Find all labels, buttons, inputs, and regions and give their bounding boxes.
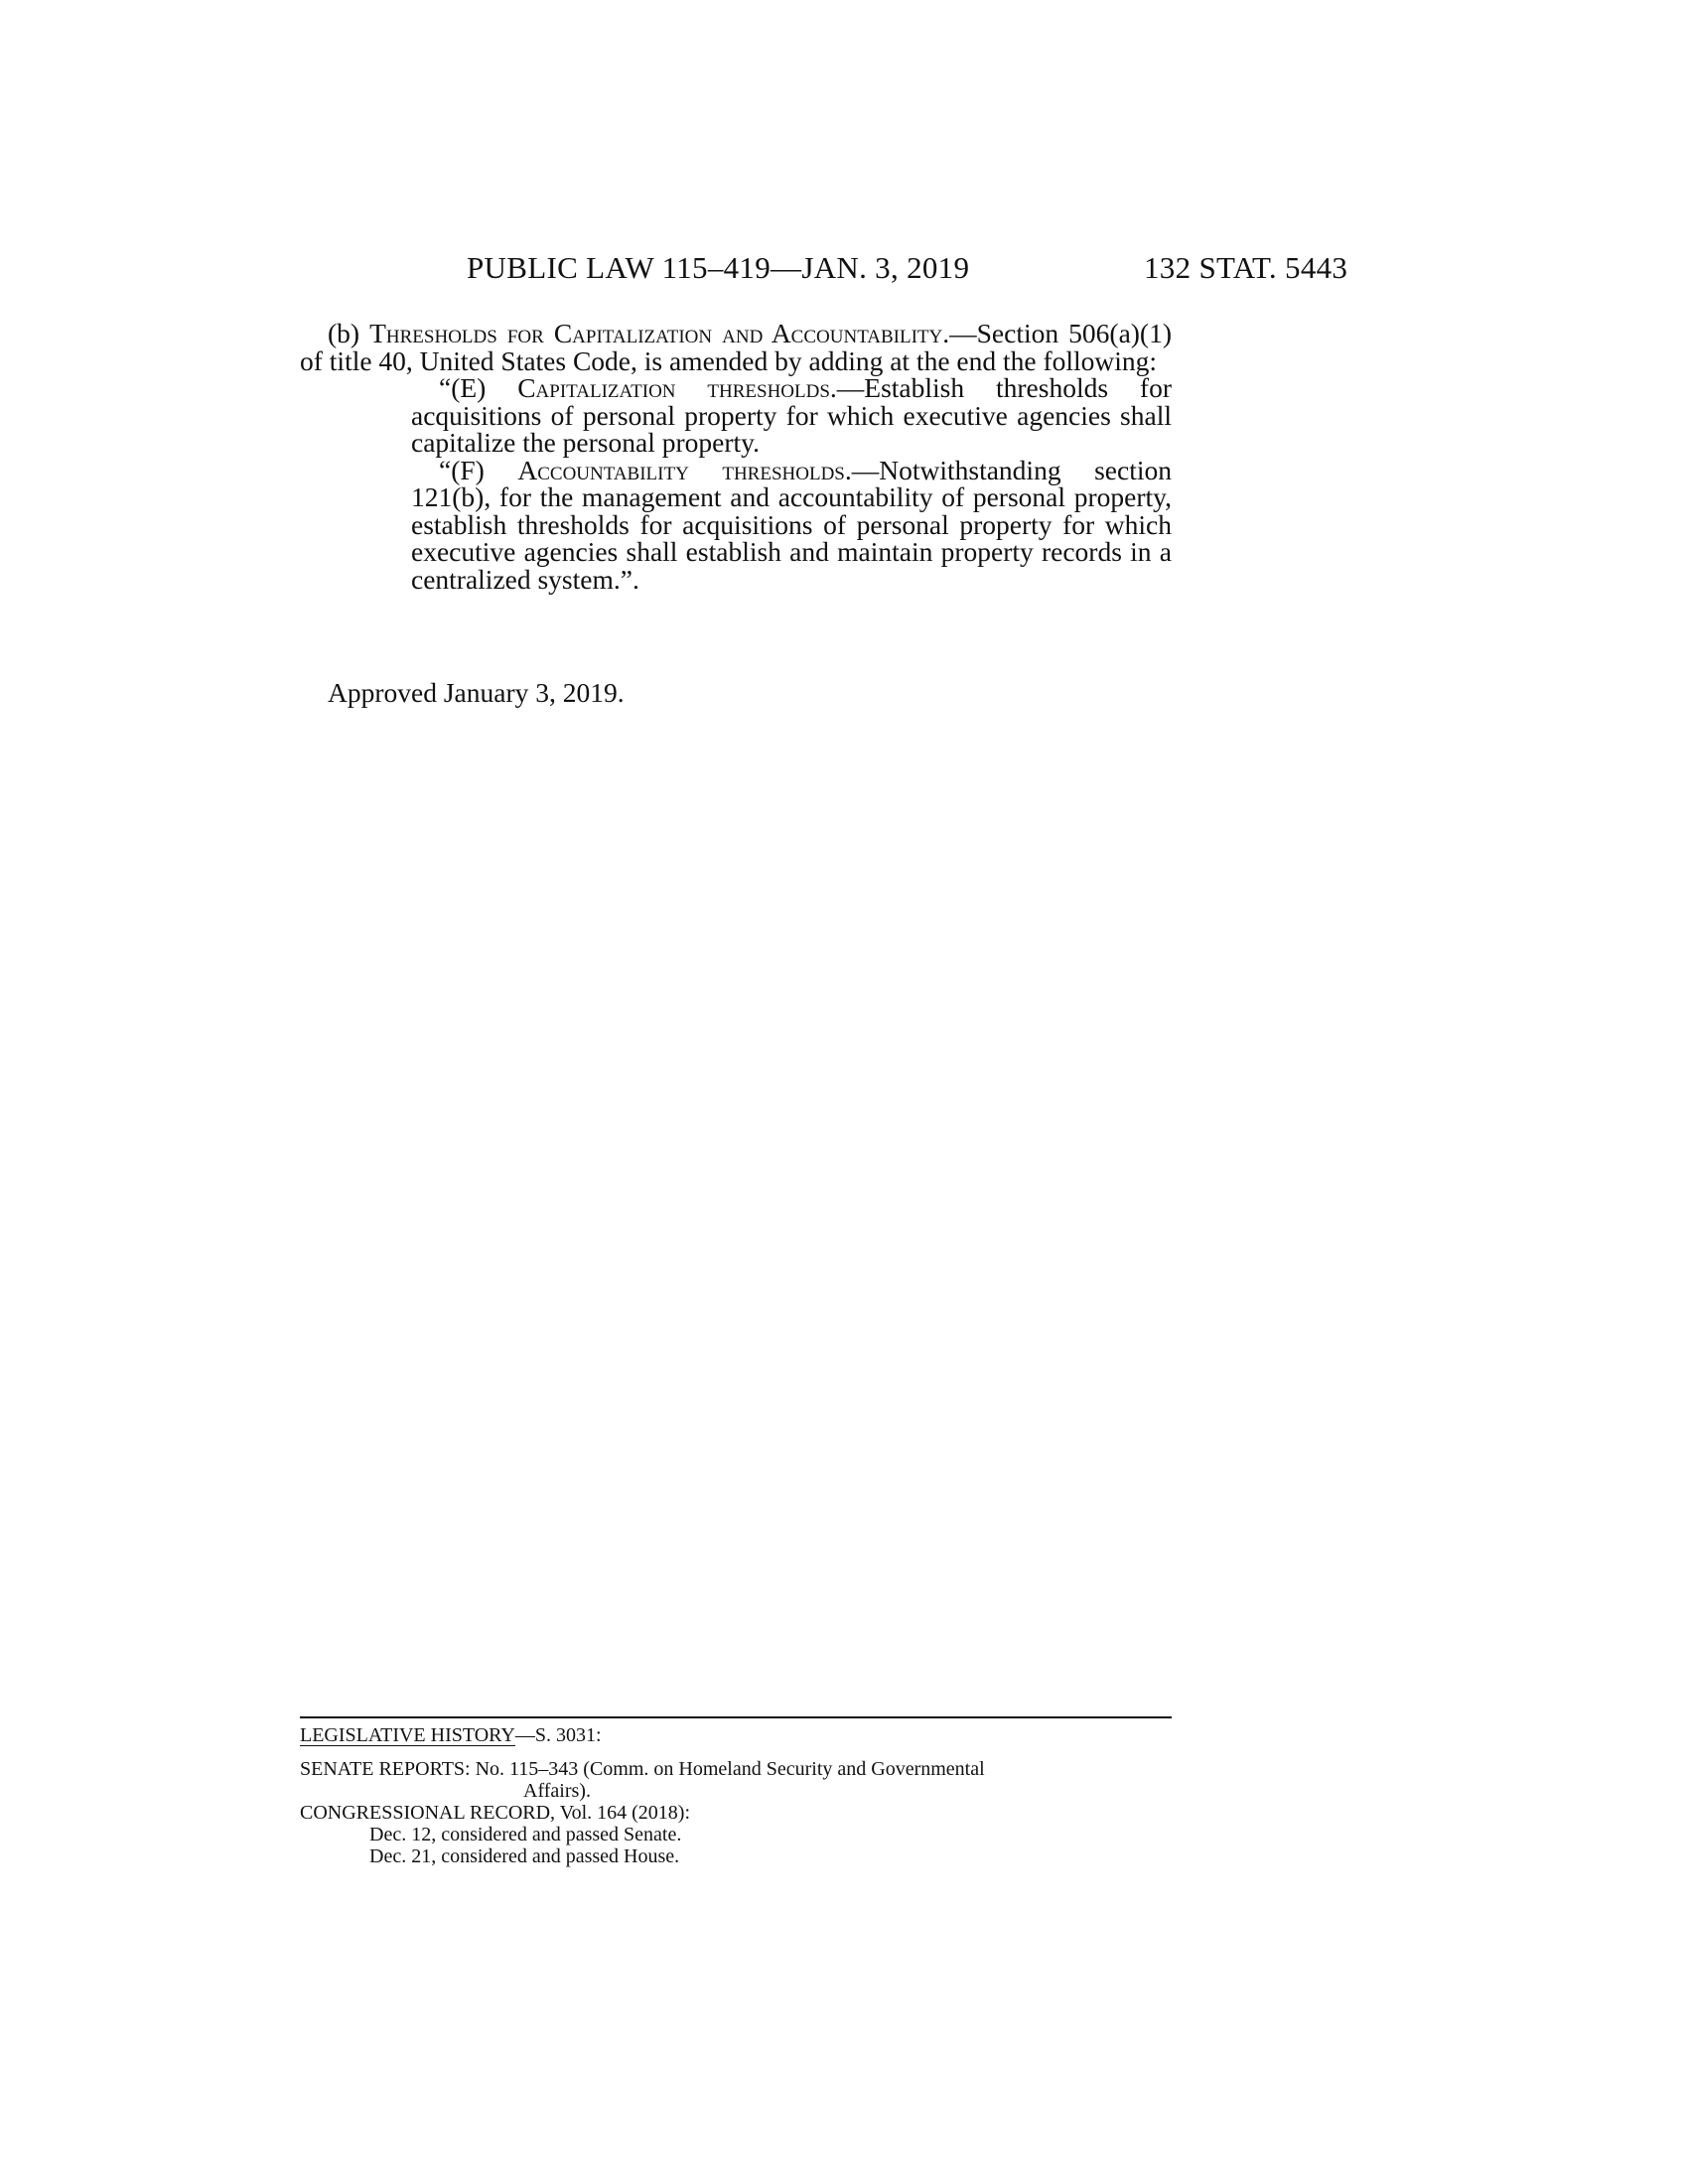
clause-e-label: “(E) bbox=[439, 372, 487, 403]
senate-reports-continuation: Affairs). bbox=[523, 1780, 591, 1802]
clause-e-text: Establish thresholds for acquisitions of personal property for which executive agencies shall capitalize the personal property. bbox=[411, 372, 1172, 458]
clause-e-heading: Capitalization thresholds. bbox=[517, 372, 837, 403]
clause-f: “(F) Accountability thresholds.—Notwithstanding section 121(b), for the management and accountability of personal property, establish thresholds for acquisitions of personal property for which executive agencies shall establish and maintain property records in a centralized system.”. bbox=[411, 454, 1172, 595]
subsection-b: (b) Thresholds for Capitalization and Accountability.—Section 506(a)(1) of title 40, United States Code, is amended by adding at the end the following: bbox=[300, 318, 1172, 376]
clause-f-heading: Accountability thresholds. bbox=[517, 454, 852, 485]
approval-date: Approved January 3, 2019. bbox=[328, 677, 625, 708]
record-entry-house: Dec. 21, considered and passed House. bbox=[369, 1845, 680, 1867]
subsection-b-text: Section 506(a)(1) of title 40, United States Code, is amended by adding at the end the following: bbox=[300, 318, 1172, 376]
page-header bbox=[0, 250, 1688, 290]
statute-citation: 132 STAT. 5443 bbox=[1144, 250, 1348, 285]
senate-reports-line: SENATE REPORTS: No. 115–343 (Comm. on Homeland Security and Governmental bbox=[300, 1758, 985, 1780]
clause-f-text: Notwithstanding section 121(b), for the management and accountability of personal property, establish thresholds for acquisitions of personal property for which executive agencies shall establish and maintain property records in a centralized system.”. bbox=[411, 454, 1172, 595]
history-title-line bbox=[300, 1724, 1172, 1758]
clause-f-label: “(F) bbox=[439, 454, 485, 485]
subsection-b-heading: Thresholds for Capitalization and Accountability. bbox=[369, 318, 950, 348]
history-bill: —S. 3031: bbox=[514, 1724, 602, 1746]
statute-body bbox=[300, 320, 1172, 593]
subsection-b-label: (b) bbox=[328, 318, 360, 348]
congressional-record-line: CONGRESSIONAL RECORD, Vol. 164 (2018): bbox=[300, 1802, 690, 1824]
legislative-history bbox=[300, 1716, 1172, 1867]
public-law-title: PUBLIC LAW 115–419—JAN. 3, 2019 bbox=[467, 250, 970, 285]
history-divider bbox=[300, 1716, 1172, 1718]
history-heading: LEGISLATIVE HISTORY bbox=[300, 1724, 515, 1746]
record-entry-senate: Dec. 12, considered and passed Senate. bbox=[369, 1824, 682, 1845]
clause-e: “(E) Capitalization thresholds.—Establish thresholds for acquisitions of personal property for which executive agencies shall capitalize the personal property. bbox=[411, 372, 1172, 458]
